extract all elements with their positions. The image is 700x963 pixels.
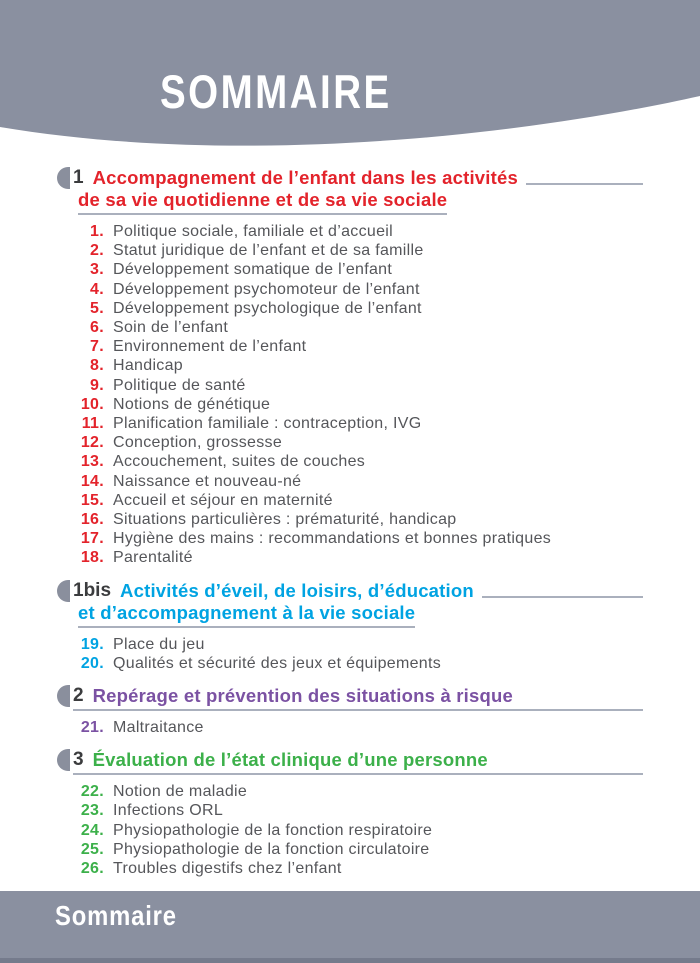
toc-section bbox=[57, 166, 643, 568]
toc-section bbox=[57, 579, 643, 673]
toc-item-number: 12. bbox=[80, 434, 104, 452]
toc-item bbox=[57, 635, 643, 654]
section-items bbox=[57, 782, 643, 878]
section-header-line1 bbox=[57, 684, 643, 711]
toc-item-number: 23. bbox=[80, 802, 104, 820]
toc-item-label: Soin de l’enfant bbox=[113, 319, 229, 337]
toc-item-number: 3. bbox=[90, 261, 104, 279]
section-bullet-icon bbox=[57, 685, 70, 707]
toc-item-number: 9. bbox=[90, 376, 104, 394]
toc-section bbox=[57, 748, 643, 878]
toc-item-number: 24. bbox=[80, 821, 104, 839]
table-of-contents bbox=[57, 166, 643, 878]
toc-item bbox=[57, 472, 643, 491]
section-header-line2 bbox=[57, 603, 643, 628]
page-footer bbox=[0, 891, 700, 963]
toc-item bbox=[57, 529, 643, 548]
toc-item bbox=[57, 654, 643, 673]
section-header-line1 bbox=[57, 579, 643, 602]
toc-item-label: Planification familiale : contraception, IVG bbox=[113, 415, 422, 433]
section-number: 1 bbox=[73, 167, 84, 188]
toc-item-label: Développement psychomoteur de l’enfant bbox=[113, 280, 420, 298]
toc-item bbox=[57, 260, 643, 279]
section-items bbox=[57, 222, 643, 568]
toc-item-number: 15. bbox=[80, 491, 104, 509]
footer-title: Sommaire bbox=[55, 900, 177, 931]
section-title-line1: Accompagnement de l’enfant dans les activités bbox=[92, 167, 518, 188]
toc-item bbox=[57, 280, 643, 299]
toc-item bbox=[57, 491, 643, 510]
section-items bbox=[57, 635, 643, 673]
toc-item-number: 4. bbox=[90, 280, 104, 298]
toc-item-number: 19. bbox=[80, 635, 104, 653]
toc-item-label: Hygiène des mains : recommandations et bonnes pratiques bbox=[113, 530, 552, 548]
toc-item bbox=[57, 241, 643, 260]
toc-item bbox=[57, 840, 643, 859]
toc-item bbox=[57, 433, 643, 452]
section-header bbox=[57, 684, 643, 711]
toc-item-label: Statut juridique de l’enfant et de sa famille bbox=[113, 242, 424, 260]
section-rule bbox=[482, 596, 643, 598]
toc-item bbox=[57, 801, 643, 820]
toc-item bbox=[57, 376, 643, 395]
section-rule bbox=[526, 183, 643, 185]
toc-item-label: Développement psychologique de l’enfant bbox=[113, 299, 422, 317]
toc-item-number: 25. bbox=[80, 840, 104, 858]
toc-section bbox=[57, 684, 643, 737]
toc-item-number: 16. bbox=[80, 511, 104, 529]
section-title-line1: Repérage et prévention des situations à risque bbox=[92, 685, 514, 707]
section-title-line2: et d’accompagnement à la vie sociale bbox=[78, 603, 415, 628]
toc-item-number: 14. bbox=[80, 472, 104, 490]
section-header-line2 bbox=[57, 190, 643, 215]
toc-item-number: 26. bbox=[80, 860, 104, 878]
toc-item-number: 1. bbox=[90, 223, 104, 240]
toc-item-label: Handicap bbox=[113, 357, 184, 375]
section-header bbox=[57, 166, 643, 215]
toc-item bbox=[57, 299, 643, 318]
toc-item-number: 17. bbox=[80, 530, 104, 548]
toc-item-number: 20. bbox=[80, 654, 104, 672]
page-title: SOMMAIRE bbox=[160, 65, 392, 118]
toc-item bbox=[57, 337, 643, 356]
toc-item bbox=[57, 222, 643, 241]
toc-item-number: 6. bbox=[90, 319, 104, 337]
toc-item-label: Politique sociale, familiale et d’accueil bbox=[113, 223, 393, 240]
toc-item bbox=[57, 356, 643, 375]
toc-item-label: Politique de santé bbox=[113, 376, 246, 394]
toc-item-number: 10. bbox=[80, 395, 104, 413]
toc-item-label: Infections ORL bbox=[113, 802, 224, 820]
toc-item-label: Maltraitance bbox=[113, 719, 204, 737]
section-title-line2: de sa vie quotidienne et de sa vie sociale bbox=[78, 190, 447, 215]
toc-item-label: Environnement de l’enfant bbox=[113, 338, 307, 356]
toc-item bbox=[57, 510, 643, 529]
toc-item bbox=[57, 318, 643, 337]
section-title-line1: Activités d’éveil, de loisirs, d’éducation bbox=[120, 579, 474, 601]
toc-item-label: Accouchement, suites de couches bbox=[113, 453, 366, 471]
toc-item bbox=[57, 821, 643, 840]
section-header-line1 bbox=[57, 748, 643, 775]
toc-item-label: Place du jeu bbox=[113, 635, 205, 653]
page-header bbox=[0, 0, 700, 170]
toc-item-number: 13. bbox=[80, 453, 104, 471]
section-header-line1 bbox=[57, 166, 643, 189]
section-number: 1bis bbox=[73, 579, 112, 601]
toc-item-label: Naissance et nouveau-né bbox=[113, 472, 302, 490]
section-bullet-icon bbox=[57, 749, 70, 771]
section-title-line1: Évaluation de l’état clinique d’une personne bbox=[92, 749, 488, 771]
toc-item bbox=[57, 782, 643, 801]
toc-item bbox=[57, 548, 643, 567]
section-items bbox=[57, 718, 643, 737]
toc-item-label: Notion de maladie bbox=[113, 783, 248, 801]
toc-item-number: 11. bbox=[81, 415, 104, 433]
toc-item-number: 5. bbox=[90, 299, 104, 317]
section-number: 2 bbox=[73, 685, 84, 707]
toc-item-label: Notions de génétique bbox=[113, 395, 271, 413]
section-header bbox=[57, 579, 643, 628]
toc-item-label: Développement somatique de l’enfant bbox=[113, 261, 393, 279]
section-number: 3 bbox=[73, 749, 84, 771]
toc-item-number: 8. bbox=[90, 357, 104, 375]
toc-item-number: 7. bbox=[90, 338, 104, 356]
toc-item-label: Physiopathologie de la fonction respiratoire bbox=[113, 821, 433, 839]
toc-item-label: Qualités et sécurité des jeux et équipements bbox=[113, 654, 442, 672]
toc-item-label: Accueil et séjour en maternité bbox=[113, 491, 333, 509]
toc-item bbox=[57, 395, 643, 414]
section-bullet-icon bbox=[57, 167, 70, 189]
section-header bbox=[57, 748, 643, 775]
toc-item-label: Physiopathologie de la fonction circulatoire bbox=[113, 840, 430, 858]
toc-item-label: Conception, grossesse bbox=[113, 434, 283, 452]
toc-item bbox=[57, 718, 643, 737]
toc-item bbox=[57, 414, 643, 433]
toc-item bbox=[57, 859, 643, 878]
toc-item-number: 22. bbox=[80, 783, 104, 801]
toc-item-label: Parentalité bbox=[113, 549, 193, 567]
section-bullet-icon bbox=[57, 580, 70, 602]
toc-item-number: 2. bbox=[90, 242, 104, 260]
toc-item-label: Situations particulières : prématurité, handicap bbox=[113, 511, 457, 529]
toc-item bbox=[57, 452, 643, 471]
toc-item-number: 18. bbox=[80, 549, 104, 567]
toc-item-label: Troubles digestifs chez l’enfant bbox=[113, 860, 342, 878]
toc-item-number: 21. bbox=[80, 719, 104, 737]
